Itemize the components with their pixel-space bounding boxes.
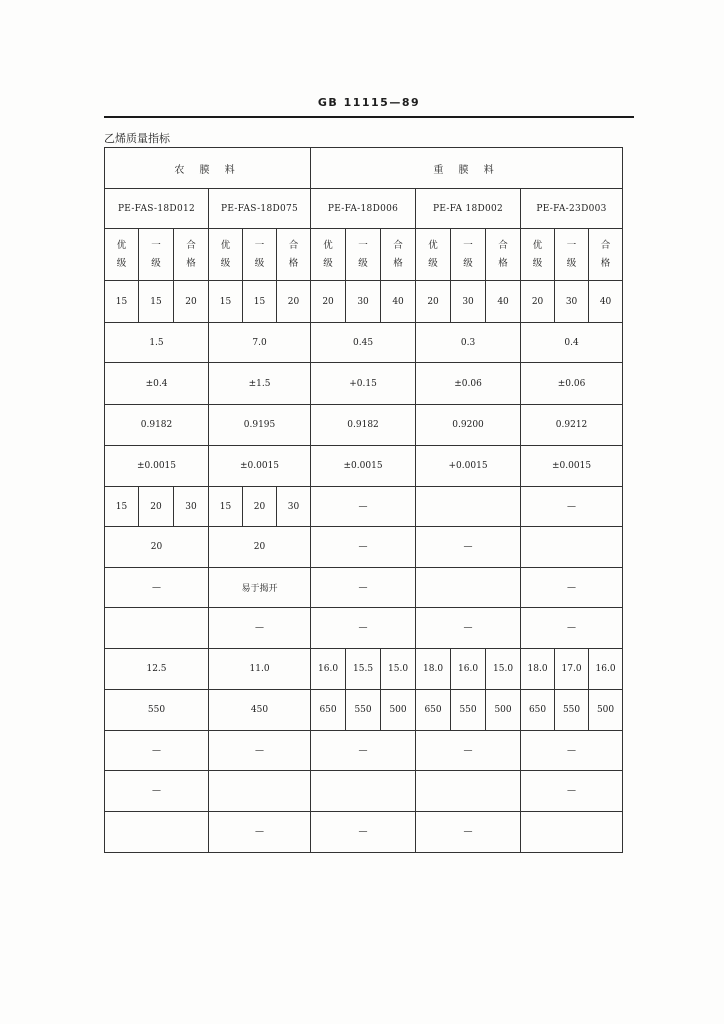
level-header-top: 合 [186,239,196,251]
level-header-row [105,229,623,281]
value-cell: 16.0 [451,649,486,690]
merged-value-cell: 12.5 [105,649,209,690]
merged-value-cell: — [311,812,416,853]
level-header-top: 一 [358,239,368,251]
grade-header: PE-FA-18D006 [311,189,416,229]
grade-header: PE-FAS-18D012 [105,189,209,229]
value-cell: 500 [589,690,623,731]
table-row [105,771,623,812]
merged-value-cell: 550 [105,690,209,731]
merged-value-cell: ±0.06 [521,363,623,405]
merged-value-cell: 0.4 [521,323,623,363]
level-header-top: 一 [151,239,161,251]
value-cell: 30 [555,281,589,323]
value-cell: 30 [174,487,209,527]
merged-value-cell [105,608,209,649]
group-header-row [105,148,623,189]
level-header-bottom: 格 [498,257,508,269]
merged-value-cell: — [209,731,311,771]
merged-value-cell: ±0.0015 [105,446,209,487]
merged-value-cell: — [105,731,209,771]
merged-value-cell: ±0.0015 [311,446,416,487]
merged-value-cell: 20 [209,527,311,568]
table-row [105,568,623,608]
level-header-top: 合 [288,239,299,251]
level-header [381,229,416,281]
merged-value-cell: — [311,731,416,771]
value-cell: 20 [139,487,174,527]
table-row [105,281,623,323]
merged-value-cell: — [311,527,416,568]
level-header-top: 合 [600,239,611,251]
merged-value-cell: 1.5 [105,323,209,363]
table-row [105,527,623,568]
level-header-bottom: 级 [463,257,473,269]
level-header [589,229,623,281]
value-cell: 18.0 [521,649,555,690]
level-header-bottom: 级 [254,257,265,269]
merged-value-cell: — [521,487,623,527]
table-row [105,323,623,363]
value-cell: 15.0 [486,649,521,690]
table-row [105,487,623,527]
level-header-top: 一 [254,239,265,251]
merged-value-cell: — [521,731,623,771]
merged-value-cell: — [311,608,416,649]
value-cell: 15 [105,487,139,527]
value-cell: 20 [243,487,277,527]
value-cell: 15 [243,281,277,323]
merged-value-cell: ±0.06 [416,363,521,405]
value-cell: 30 [346,281,381,323]
merged-value-cell: 易于揭开 [209,568,311,608]
level-header [174,229,209,281]
grade-header: PE-FAS-18D075 [209,189,311,229]
group-header: 重 膜 料 [311,148,623,189]
standard-code: GB 11115—89 [317,96,421,109]
level-header-top: 优 [323,239,333,251]
merged-value-cell: — [416,731,521,771]
merged-value-cell: 0.9182 [311,405,416,446]
table-row [105,608,623,649]
merged-value-cell: — [209,608,311,649]
merged-value-cell [105,812,209,853]
merged-value-cell: 0.9212 [521,405,623,446]
level-header-top: 合 [393,239,403,251]
table-caption: 乙烯质量指标 [104,132,170,145]
merged-value-cell: 0.3 [416,323,521,363]
value-cell: 15 [139,281,174,323]
merged-value-cell [416,568,521,608]
merged-value-cell [416,487,521,527]
table-body [105,148,623,853]
table-row [105,363,623,405]
level-header-bottom: 级 [358,257,368,269]
value-cell: 650 [521,690,555,731]
level-header-bottom: 格 [186,257,196,269]
level-header [416,229,451,281]
value-cell: 16.0 [311,649,346,690]
merged-value-cell: ±0.0015 [209,446,311,487]
level-header [555,229,589,281]
merged-value-cell: — [521,608,623,649]
table-row [105,446,623,487]
level-header-top: 优 [532,239,543,251]
merged-value-cell: ±0.0015 [521,446,623,487]
level-header-bottom: 级 [323,257,333,269]
header-rule [104,116,634,118]
value-cell: 550 [451,690,486,731]
value-cell: 650 [311,690,346,731]
level-header [346,229,381,281]
value-cell: 18.0 [416,649,451,690]
table-row [105,649,623,690]
merged-value-cell: — [521,568,623,608]
level-header [209,229,243,281]
merged-value-cell: 20 [105,527,209,568]
table-row [105,690,623,731]
level-header-bottom: 格 [288,257,299,269]
value-cell: 30 [277,487,311,527]
level-header-bottom: 级 [116,257,127,269]
value-cell: 15.5 [346,649,381,690]
value-cell: 550 [555,690,589,731]
grade-header: PE-FA 18D002 [416,189,521,229]
merged-value-cell: 0.45 [311,323,416,363]
merged-value-cell [521,812,623,853]
level-header [451,229,486,281]
value-cell: 550 [346,690,381,731]
value-cell: 16.0 [589,649,623,690]
merged-value-cell [311,771,416,812]
value-cell: 15 [209,487,243,527]
merged-value-cell: — [105,771,209,812]
merged-value-cell: — [416,608,521,649]
level-header-bottom: 级 [428,257,438,269]
level-header [139,229,174,281]
level-header [521,229,555,281]
value-cell: 17.0 [555,649,589,690]
value-cell: 15 [105,281,139,323]
value-cell: 20 [311,281,346,323]
merged-value-cell: — [209,812,311,853]
level-header-bottom: 级 [220,257,231,269]
level-header-bottom: 格 [393,257,403,269]
level-header-top: 一 [463,239,473,251]
merged-value-cell: — [105,568,209,608]
value-cell: 500 [381,690,416,731]
merged-value-cell: — [311,568,416,608]
table-row [105,812,623,853]
level-header [486,229,521,281]
value-cell: 650 [416,690,451,731]
quality-table [104,147,623,853]
merged-value-cell [521,527,623,568]
merged-value-cell: 11.0 [209,649,311,690]
merged-value-cell: 0.9182 [105,405,209,446]
value-cell: 20 [416,281,451,323]
level-header [105,229,139,281]
level-header [277,229,311,281]
level-header [243,229,277,281]
merged-value-cell: 7.0 [209,323,311,363]
merged-value-cell: 0.9195 [209,405,311,446]
value-cell: 20 [277,281,311,323]
table-row [105,405,623,446]
merged-value-cell: — [416,527,521,568]
merged-value-cell: 450 [209,690,311,731]
level-header-top: 一 [566,239,577,251]
level-header [311,229,346,281]
level-header-top: 合 [498,239,508,251]
merged-value-cell [416,771,521,812]
value-cell: 40 [589,281,623,323]
grade-header-row [105,189,623,229]
value-cell: 20 [521,281,555,323]
merged-value-cell: — [416,812,521,853]
value-cell: 20 [174,281,209,323]
merged-value-cell: ±1.5 [209,363,311,405]
level-header-bottom: 级 [532,257,543,269]
merged-value-cell: ±0.4 [105,363,209,405]
merged-value-cell: — [311,487,416,527]
level-header-top: 优 [116,239,127,251]
value-cell: 40 [381,281,416,323]
level-header-bottom: 级 [151,257,161,269]
value-cell: 30 [451,281,486,323]
level-header-top: 优 [428,239,438,251]
grade-header: PE-FA-23D003 [521,189,623,229]
merged-value-cell [209,771,311,812]
group-header: 农 膜 料 [105,148,311,189]
value-cell: 40 [486,281,521,323]
level-header-top: 优 [220,239,231,251]
merged-value-cell: — [521,771,623,812]
level-header-bottom: 级 [566,257,577,269]
value-cell: 15 [209,281,243,323]
merged-value-cell: 0.9200 [416,405,521,446]
value-cell: 15.0 [381,649,416,690]
level-header-bottom: 格 [600,257,611,269]
merged-value-cell: +0.15 [311,363,416,405]
value-cell: 500 [486,690,521,731]
merged-value-cell: +0.0015 [416,446,521,487]
table-row [105,731,623,771]
